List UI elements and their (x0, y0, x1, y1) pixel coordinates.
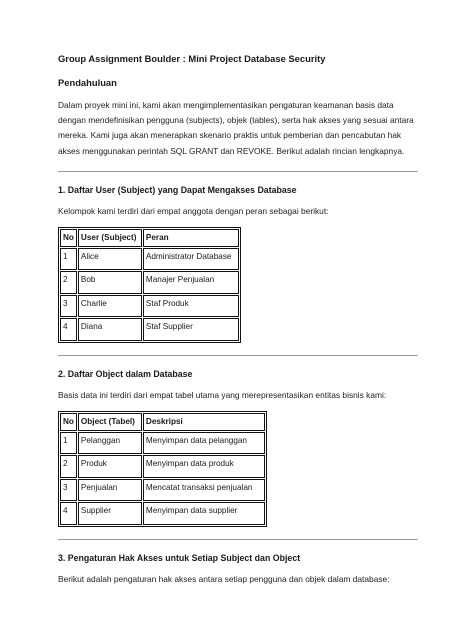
intro-heading: Pendahuluan (58, 77, 117, 88)
objects-cell-no: 1 (60, 432, 77, 455)
users-cell-no: 2 (60, 271, 77, 294)
objects-cell-description: Menyimpan data supplier (143, 502, 265, 525)
document-title: Group Assignment Boulder : Mini Project Database Security (58, 53, 326, 64)
section1-lead: Kelompok kami terdiri dari empat anggota dengan peran sebagai berikut: (58, 205, 329, 216)
objects-header-no: No (60, 413, 77, 431)
objects-cell-object: Produk (78, 455, 142, 478)
objects-cell-no: 2 (60, 455, 77, 478)
intro-paragraph: Dalam proyek mini ini, kami akan mengimplementasikan pengaturan keamanan basis data dengan mendefinisikan pengguna (subjects), objek (tables), serta hak akses yang sesuai antara mereka. Kami juga akan menerapkan skenario praktis untuk pemberian dan pencabutan hak akses menggunakan perintah SQL GRANT dan REVOKE. Berikut adalah rincian lengkapnya. (58, 100, 414, 156)
table-row (60, 432, 265, 455)
users-table-header-row (60, 229, 239, 247)
users-header-user: User (Subject) (78, 229, 142, 247)
users-header-role: Peran (143, 229, 239, 247)
table-row (60, 502, 265, 525)
document-content (58, 52, 418, 587)
table-row (60, 318, 239, 341)
section2-heading: 2. Daftar Object dalam Database (58, 368, 193, 379)
table-row (60, 455, 265, 478)
users-cell-user: Charlie (78, 295, 142, 318)
section2-lead: Basis data ini terdiri dari empat tabel utama yang merepresentasikan entitas bisnis kami: (58, 389, 387, 400)
objects-table-header-row (60, 413, 265, 431)
users-cell-role: Staf Produk (143, 295, 239, 318)
section3-heading: 3. Pengaturan Hak Akses untuk Setiap Subject dan Object (58, 552, 301, 563)
users-cell-role: Manajer Penjualan (143, 271, 239, 294)
users-cell-user: Alice (78, 248, 142, 271)
objects-cell-no: 4 (60, 502, 77, 525)
objects-cell-object: Penjualan (78, 479, 142, 502)
section1-heading: 1. Daftar User (Subject) yang Dapat Mengakses Database (58, 184, 297, 195)
objects-header-description: Deskripsi (143, 413, 265, 431)
objects-header-object: Object (Tabel) (78, 413, 142, 431)
users-header-no: No (60, 229, 77, 247)
users-cell-no: 3 (60, 295, 77, 318)
table-row (60, 479, 265, 502)
table-row (60, 271, 239, 294)
users-cell-role: Administrator Database (143, 248, 239, 271)
table-row (60, 295, 239, 318)
objects-cell-no: 3 (60, 479, 77, 502)
section-divider (58, 539, 418, 540)
users-table (58, 227, 241, 343)
objects-table (58, 411, 267, 527)
objects-cell-description: Mencatat transaksi penjualan (143, 479, 265, 502)
users-cell-role: Staf Supplier (143, 318, 239, 341)
users-cell-no: 4 (60, 318, 77, 341)
objects-cell-object: Pelanggan (78, 432, 142, 455)
section-divider (58, 171, 418, 172)
section3-lead: Berikut adalah pengaturan hak akses antara setiap pengguna dan objek dalam database: (58, 573, 390, 584)
objects-cell-description: Menyimpan data pelanggan (143, 432, 265, 455)
table-row (60, 248, 239, 271)
objects-cell-object: Supplier (78, 502, 142, 525)
objects-cell-description: Menyimpan data produk (143, 455, 265, 478)
users-cell-user: Diana (78, 318, 142, 341)
users-cell-no: 1 (60, 248, 77, 271)
section-divider (58, 355, 418, 356)
users-cell-user: Bob (78, 271, 142, 294)
